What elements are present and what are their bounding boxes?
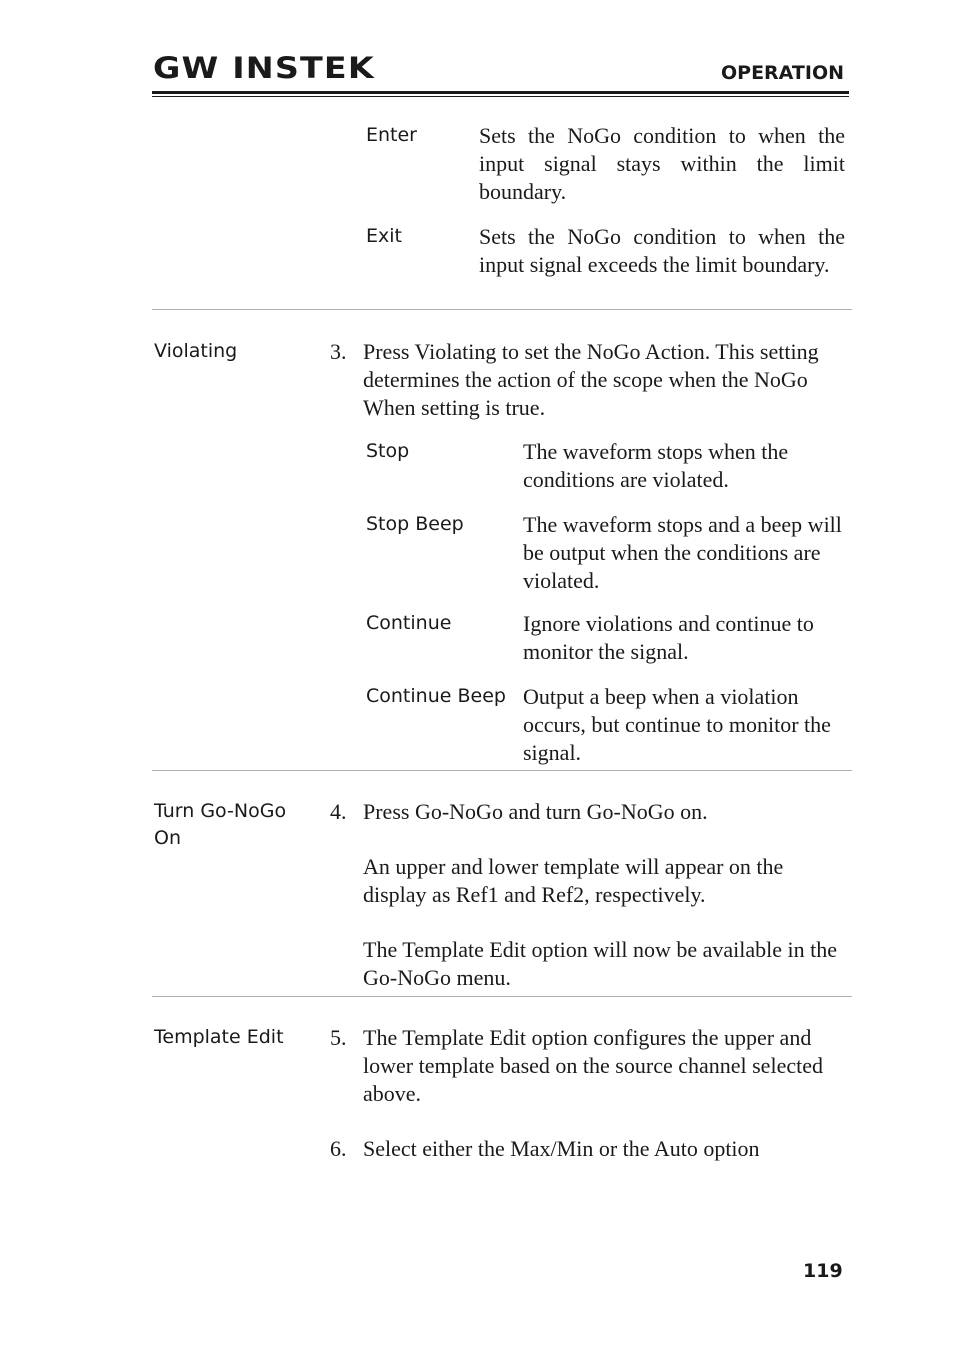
option-continue-beep-description: Output a beep when a violation occurs, but continue to monitor the signal. <box>523 684 831 765</box>
option-continue-beep-name: Continue Beep <box>366 685 506 707</box>
option-stop-beep-name: Stop Beep <box>366 513 464 535</box>
turn-on-label: Turn Go-NoGo On <box>154 800 287 849</box>
template-edit-label: Template Edit <box>154 1026 284 1048</box>
turn-on-step-text: Press Go-NoGo and turn Go-NoGo on. <box>363 799 708 824</box>
section-title: OPERATION <box>721 62 844 84</box>
turn-on-paragraph: The Template Edit option will now be available in the Go-NoGo menu. <box>363 937 837 990</box>
option-exit-name: Exit <box>366 225 402 247</box>
step-number: 6. <box>330 1136 347 1161</box>
section-divider <box>152 309 852 310</box>
option-continue-description: Ignore violations and continue to monitor the signal. <box>523 611 814 664</box>
step-number: 3. <box>330 339 347 364</box>
option-enter-name: Enter <box>366 124 417 146</box>
option-stop-name: Stop <box>366 440 410 462</box>
option-enter-description: Sets the NoGo condition to when the input signal stays within the limit boundary. <box>479 123 845 204</box>
step-number: 4. <box>330 799 347 824</box>
option-stop-description: The waveform stops when the conditions are violated. <box>523 439 789 492</box>
header-rule-thin <box>152 96 849 97</box>
section-divider <box>152 996 852 997</box>
step-number: 5. <box>330 1025 347 1050</box>
option-continue-name: Continue <box>366 612 452 634</box>
option-exit-description: Sets the NoGo condition to when the input signal exceeds the limit boundary. <box>479 224 845 277</box>
template-edit-step-text: The Template Edit option configures the upper and lower template based on the source channel selected above. <box>363 1025 823 1106</box>
page-number: 119 <box>803 1260 843 1282</box>
turn-on-paragraph: An upper and lower template will appear on the display as Ref1 and Ref2, respectively. <box>363 854 784 907</box>
brand-logo: GW INSTEK <box>153 51 375 85</box>
template-edit-step-text: Select either the Max/Min or the Auto option <box>363 1136 760 1161</box>
option-stop-beep-description: The waveform stops and a beep will be output when the conditions are violated. <box>523 512 842 593</box>
violating-label: Violating <box>154 340 238 362</box>
violating-step-text: Press Violating to set the NoGo Action. This setting determines the action of the scope when the NoGo When setting is true. <box>363 339 819 420</box>
section-divider <box>152 770 852 771</box>
header-rule <box>152 91 849 94</box>
